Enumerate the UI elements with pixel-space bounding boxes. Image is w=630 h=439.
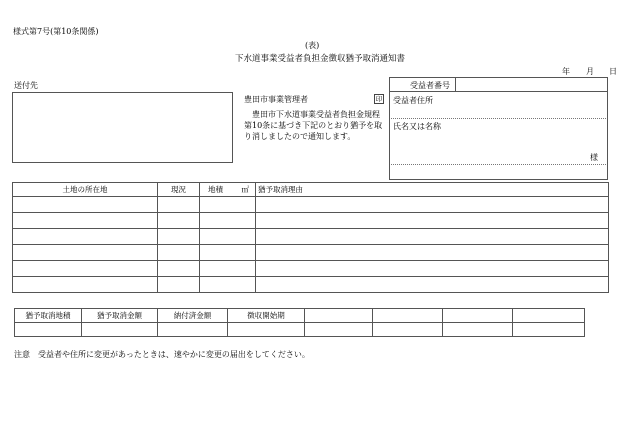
area-unit: ㎡: [241, 184, 249, 194]
summary-extra-cell[interactable]: [513, 323, 585, 337]
location-cell[interactable]: [13, 245, 158, 261]
collection-start-value[interactable]: [228, 323, 305, 337]
reason-cell[interactable]: [256, 213, 609, 229]
status-cell[interactable]: [158, 197, 200, 213]
summary-extra-cell[interactable]: [373, 309, 443, 323]
summary-extra-cell[interactable]: [373, 323, 443, 337]
area-label: 地積: [208, 184, 223, 194]
area-cell[interactable]: [200, 277, 256, 293]
beneficiary-address-field[interactable]: [393, 104, 605, 116]
date-day-label: 日: [609, 67, 617, 76]
summary-header-deferral-amount: 猶予取消金額: [82, 309, 158, 323]
status-cell[interactable]: [158, 245, 200, 261]
status-cell[interactable]: [158, 277, 200, 293]
summary-header-paid-amount: 納付済金額: [158, 309, 228, 323]
beneficiary-number-field[interactable]: [457, 79, 605, 90]
area-cell[interactable]: [200, 261, 256, 277]
location-cell[interactable]: [13, 261, 158, 277]
column-header-area: [200, 183, 256, 197]
date-month-label: 月: [586, 67, 594, 76]
beneficiary-number-divider: [389, 91, 608, 92]
area-cell[interactable]: [200, 197, 256, 213]
summary-header-deferral-area: 猶予取消地積: [15, 309, 82, 323]
area-cell[interactable]: [200, 213, 256, 229]
recipient-address-box[interactable]: [12, 92, 233, 163]
omote-label: (表): [305, 41, 320, 50]
deferral-amount-value[interactable]: [82, 323, 158, 337]
table-row: [13, 197, 609, 213]
summary-table: [14, 308, 585, 337]
seal-icon: 印: [375, 95, 383, 103]
location-cell[interactable]: [13, 277, 158, 293]
name-divider: [391, 164, 606, 165]
paid-amount-value[interactable]: [158, 323, 228, 337]
summary-value-row: [15, 323, 585, 337]
recipient-label: 送付先: [14, 81, 38, 90]
reason-cell[interactable]: [256, 229, 609, 245]
area-cell[interactable]: [200, 245, 256, 261]
summary-header-collection-start: 徴収開始期: [228, 309, 305, 323]
status-cell[interactable]: [158, 229, 200, 245]
area-cell[interactable]: [200, 229, 256, 245]
table-row: [13, 229, 609, 245]
reason-cell[interactable]: [256, 197, 609, 213]
column-header-reason: 猶予取消理由: [256, 183, 609, 197]
summary-header-row: [15, 309, 585, 323]
column-header-location: 土地の所在地: [13, 183, 158, 197]
issuer-name: 豊田市事業管理者: [244, 95, 308, 104]
summary-extra-cell[interactable]: [305, 309, 373, 323]
reason-cell[interactable]: [256, 277, 609, 293]
location-cell[interactable]: [13, 229, 158, 245]
land-table: [12, 182, 609, 293]
beneficiary-name-label: 氏名又は名称: [393, 122, 441, 131]
column-header-status: 現況: [158, 183, 200, 197]
beneficiary-number-label: 受益者番号: [410, 81, 450, 90]
summary-extra-cell[interactable]: [513, 309, 585, 323]
status-cell[interactable]: [158, 261, 200, 277]
issuer-body-text: 豊田市下水道事業受益者負担金規程第10条に基づき下記のとおり猶予を取り消しましたので通知します。: [244, 110, 383, 141]
reason-cell[interactable]: [256, 261, 609, 277]
beneficiary-address-label: 受益者住所: [393, 96, 433, 105]
summary-extra-cell[interactable]: [443, 323, 513, 337]
table-row: [13, 261, 609, 277]
honorific-label: 様: [590, 153, 598, 162]
document-title: 下水道事業受益者負担金徴収猶予取消通知書: [235, 54, 406, 64]
summary-extra-cell[interactable]: [443, 309, 513, 323]
beneficiary-number-separator: [455, 77, 456, 91]
seal-mark: [374, 94, 384, 104]
deferral-area-value[interactable]: [15, 323, 82, 337]
address-divider: [391, 118, 606, 119]
location-cell[interactable]: [13, 213, 158, 229]
table-row: [13, 213, 609, 229]
beneficiary-name-field[interactable]: [393, 131, 583, 159]
location-cell[interactable]: [13, 197, 158, 213]
notice-text: 注意 受益者や住所に変更があったときは、速やかに変更の届出をしてください。: [14, 350, 310, 359]
reason-cell[interactable]: [256, 245, 609, 261]
form-number: 様式第7号(第10条関係): [13, 27, 99, 36]
summary-extra-cell[interactable]: [305, 323, 373, 337]
table-row: [13, 277, 609, 293]
status-cell[interactable]: [158, 213, 200, 229]
date-year-label: 年: [562, 67, 570, 76]
table-row: [13, 245, 609, 261]
land-table-header-row: [13, 183, 609, 197]
